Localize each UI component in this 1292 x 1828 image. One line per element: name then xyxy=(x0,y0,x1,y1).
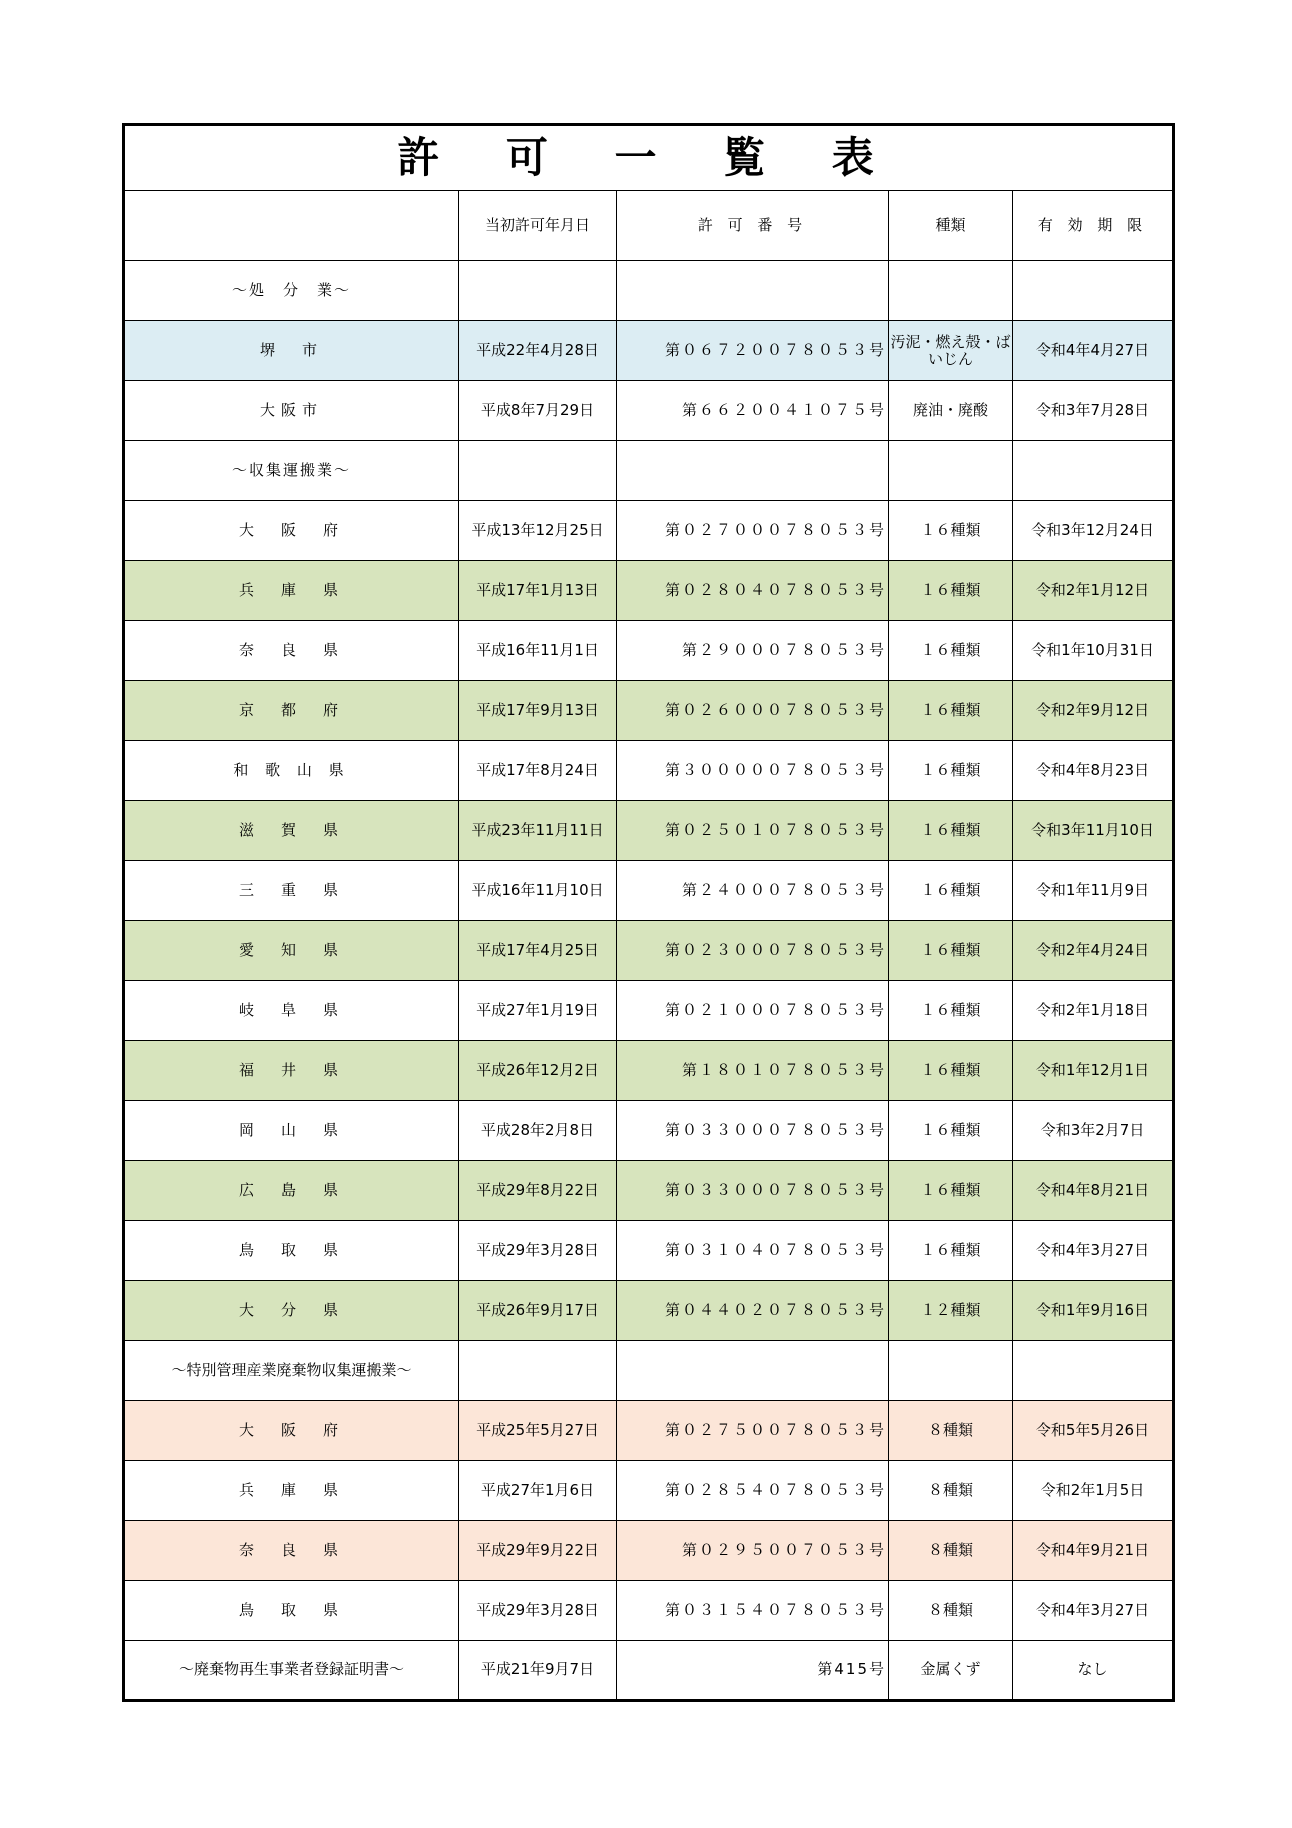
table-row xyxy=(124,741,1174,801)
table-row xyxy=(124,501,1174,561)
initial-date: 平成17年4月25日 xyxy=(459,921,617,981)
row-name: 大 分 県 xyxy=(124,1281,459,1341)
waste-type: １６種類 xyxy=(889,741,1013,801)
waste-type xyxy=(889,441,1013,501)
expiry-date: 令和3年12月24日 xyxy=(1013,501,1174,561)
row-name: 愛 知 県 xyxy=(124,921,459,981)
table-row xyxy=(124,981,1174,1041)
row-name: 岐 阜 県 xyxy=(124,981,459,1041)
waste-type: １６種類 xyxy=(889,561,1013,621)
row-name: 兵 庫 県 xyxy=(124,561,459,621)
waste-type: 金属くず xyxy=(889,1641,1013,1701)
table-row xyxy=(124,381,1174,441)
expiry-date: 令和1年11月9日 xyxy=(1013,861,1174,921)
initial-date xyxy=(459,441,617,501)
expiry-date: 令和1年9月16日 xyxy=(1013,1281,1174,1341)
expiry-date: 令和2年1月12日 xyxy=(1013,561,1174,621)
permit-number xyxy=(617,441,889,501)
expiry-date xyxy=(1013,441,1174,501)
row-name: 兵 庫 県 xyxy=(124,1461,459,1521)
title-row xyxy=(124,125,1174,191)
table-row xyxy=(124,1641,1174,1701)
table-row xyxy=(124,1521,1174,1581)
expiry-date: なし xyxy=(1013,1641,1174,1701)
initial-date: 平成29年8月22日 xyxy=(459,1161,617,1221)
table-row xyxy=(124,1041,1174,1101)
permit-number xyxy=(617,1341,889,1401)
header-name xyxy=(124,191,459,261)
row-name: 奈 良 県 xyxy=(124,1521,459,1581)
row-name: 福 井 県 xyxy=(124,1041,459,1101)
expiry-date: 令和2年1月5日 xyxy=(1013,1461,1174,1521)
initial-date: 平成27年1月6日 xyxy=(459,1461,617,1521)
waste-type: 廃油・廃酸 xyxy=(889,381,1013,441)
waste-type xyxy=(889,261,1013,321)
permit-number: 第０３３０００７８０５３号 xyxy=(617,1101,889,1161)
row-name: 鳥 取 県 xyxy=(124,1581,459,1641)
permit-number: 第０３１５４０７８０５３号 xyxy=(617,1581,889,1641)
expiry-date: 令和4年8月23日 xyxy=(1013,741,1174,801)
table-row xyxy=(124,1281,1174,1341)
initial-date: 平成26年9月17日 xyxy=(459,1281,617,1341)
table-row xyxy=(124,441,1174,501)
permit-number: 第０３１０４０７８０５３号 xyxy=(617,1221,889,1281)
expiry-date: 令和4年9月21日 xyxy=(1013,1521,1174,1581)
row-name: 京 都 府 xyxy=(124,681,459,741)
row-name: 広 島 県 xyxy=(124,1161,459,1221)
waste-type: １６種類 xyxy=(889,681,1013,741)
row-name: 滋 賀 県 xyxy=(124,801,459,861)
permit-number: 第０２８５４０７８０５３号 xyxy=(617,1461,889,1521)
permit-number: 第２４０００７８０５３号 xyxy=(617,861,889,921)
row-name: ～処 分 業～ xyxy=(124,261,459,321)
permit-number: 第０２１０００７８０５３号 xyxy=(617,981,889,1041)
initial-date: 平成28年2月8日 xyxy=(459,1101,617,1161)
waste-type: １２種類 xyxy=(889,1281,1013,1341)
permit-number xyxy=(617,261,889,321)
permit-number: 第415号 xyxy=(617,1641,889,1701)
table-row xyxy=(124,681,1174,741)
initial-date: 平成26年12月2日 xyxy=(459,1041,617,1101)
expiry-date xyxy=(1013,1341,1174,1401)
initial-date: 平成29年3月28日 xyxy=(459,1581,617,1641)
expiry-date: 令和4年8月21日 xyxy=(1013,1161,1174,1221)
table-row xyxy=(124,1161,1174,1221)
permit-number: 第０２３０００７８０５３号 xyxy=(617,921,889,981)
waste-type: １６種類 xyxy=(889,1161,1013,1221)
waste-type xyxy=(889,1341,1013,1401)
permit-number: 第０２７５００７８０５３号 xyxy=(617,1401,889,1461)
expiry-date: 令和4年4月27日 xyxy=(1013,321,1174,381)
waste-type: １６種類 xyxy=(889,801,1013,861)
expiry-date: 令和3年2月7日 xyxy=(1013,1101,1174,1161)
row-name: 三 重 県 xyxy=(124,861,459,921)
expiry-date: 令和3年11月10日 xyxy=(1013,801,1174,861)
expiry-date: 令和1年12月1日 xyxy=(1013,1041,1174,1101)
expiry-date: 令和2年4月24日 xyxy=(1013,921,1174,981)
waste-type: ８種類 xyxy=(889,1461,1013,1521)
permit-number: 第０４４０２０７８０５３号 xyxy=(617,1281,889,1341)
waste-type: １６種類 xyxy=(889,981,1013,1041)
waste-type: 汚泥・燃え殻・ばいじん xyxy=(889,321,1013,381)
initial-date: 平成13年12月25日 xyxy=(459,501,617,561)
row-name: 大 阪 府 xyxy=(124,1401,459,1461)
initial-date: 平成16年11月1日 xyxy=(459,621,617,681)
header-expiry: 有 効 期 限 xyxy=(1013,191,1174,261)
expiry-date: 令和4年3月27日 xyxy=(1013,1221,1174,1281)
row-name: 大 阪 府 xyxy=(124,501,459,561)
table-row xyxy=(124,801,1174,861)
row-name: ～廃棄物再生事業者登録証明書～ xyxy=(124,1641,459,1701)
expiry-date: 令和5年5月26日 xyxy=(1013,1401,1174,1461)
table-row xyxy=(124,1461,1174,1521)
table-row xyxy=(124,621,1174,681)
table-row xyxy=(124,861,1174,921)
table-row xyxy=(124,921,1174,981)
expiry-date: 令和2年1月18日 xyxy=(1013,981,1174,1041)
header-permit-number: 許 可 番 号 xyxy=(617,191,889,261)
header-row xyxy=(124,191,1174,261)
row-name: 堺 市 xyxy=(124,321,459,381)
permit-number: 第０２５０１０７８０５３号 xyxy=(617,801,889,861)
table-row xyxy=(124,1221,1174,1281)
permit-table xyxy=(122,123,1175,1702)
expiry-date: 令和1年10月31日 xyxy=(1013,621,1174,681)
initial-date: 平成17年8月24日 xyxy=(459,741,617,801)
expiry-date: 令和2年9月12日 xyxy=(1013,681,1174,741)
header-initial-date: 当初許可年月日 xyxy=(459,191,617,261)
permit-number: 第２９０００７８０５３号 xyxy=(617,621,889,681)
row-name: 大阪市 xyxy=(124,381,459,441)
initial-date xyxy=(459,261,617,321)
initial-date: 平成29年9月22日 xyxy=(459,1521,617,1581)
row-name: 岡 山 県 xyxy=(124,1101,459,1161)
permit-number: 第０２８０４０７８０５３号 xyxy=(617,561,889,621)
initial-date: 平成16年11月10日 xyxy=(459,861,617,921)
initial-date: 平成23年11月11日 xyxy=(459,801,617,861)
permit-number: 第０６７２００７８０５３号 xyxy=(617,321,889,381)
table-row xyxy=(124,321,1174,381)
page-title: 許 可 一 覧 表 xyxy=(124,125,1174,191)
waste-type: ８種類 xyxy=(889,1401,1013,1461)
initial-date: 平成22年4月28日 xyxy=(459,321,617,381)
waste-type: １６種類 xyxy=(889,1101,1013,1161)
expiry-date: 令和3年7月28日 xyxy=(1013,381,1174,441)
expiry-date xyxy=(1013,261,1174,321)
initial-date: 平成29年3月28日 xyxy=(459,1221,617,1281)
permit-number: 第０２７０００７８０５３号 xyxy=(617,501,889,561)
initial-date: 平成27年1月19日 xyxy=(459,981,617,1041)
table-row xyxy=(124,561,1174,621)
table-row xyxy=(124,1341,1174,1401)
row-name: 奈 良 県 xyxy=(124,621,459,681)
permit-number: 第１８０１０７８０５３号 xyxy=(617,1041,889,1101)
row-name: 和 歌 山 県 xyxy=(124,741,459,801)
initial-date: 平成8年7月29日 xyxy=(459,381,617,441)
waste-type: １６種類 xyxy=(889,1221,1013,1281)
waste-type: ８種類 xyxy=(889,1581,1013,1641)
waste-type: １６種類 xyxy=(889,1041,1013,1101)
permit-number: 第０３３０００７８０５３号 xyxy=(617,1161,889,1221)
waste-type: １６種類 xyxy=(889,501,1013,561)
table-row xyxy=(124,1581,1174,1641)
permit-number: 第０２９５００７０５３号 xyxy=(617,1521,889,1581)
table-row xyxy=(124,1101,1174,1161)
initial-date: 平成21年9月7日 xyxy=(459,1641,617,1701)
row-name: 鳥 取 県 xyxy=(124,1221,459,1281)
initial-date: 平成17年9月13日 xyxy=(459,681,617,741)
waste-type: １６種類 xyxy=(889,861,1013,921)
waste-type: ８種類 xyxy=(889,1521,1013,1581)
row-name: ～特別管理産業廃棄物収集運搬業～ xyxy=(124,1341,459,1401)
waste-type: １６種類 xyxy=(889,621,1013,681)
initial-date xyxy=(459,1341,617,1401)
expiry-date: 令和4年3月27日 xyxy=(1013,1581,1174,1641)
permit-number: 第３０００００７８０５３号 xyxy=(617,741,889,801)
permit-number: 第６６２００４１０７５号 xyxy=(617,381,889,441)
header-type: 種類 xyxy=(889,191,1013,261)
initial-date: 平成25年5月27日 xyxy=(459,1401,617,1461)
table-row xyxy=(124,261,1174,321)
permit-number: 第０２６０００７８０５３号 xyxy=(617,681,889,741)
table-row xyxy=(124,1401,1174,1461)
waste-type: １６種類 xyxy=(889,921,1013,981)
row-name: ～収集運搬業～ xyxy=(124,441,459,501)
initial-date: 平成17年1月13日 xyxy=(459,561,617,621)
